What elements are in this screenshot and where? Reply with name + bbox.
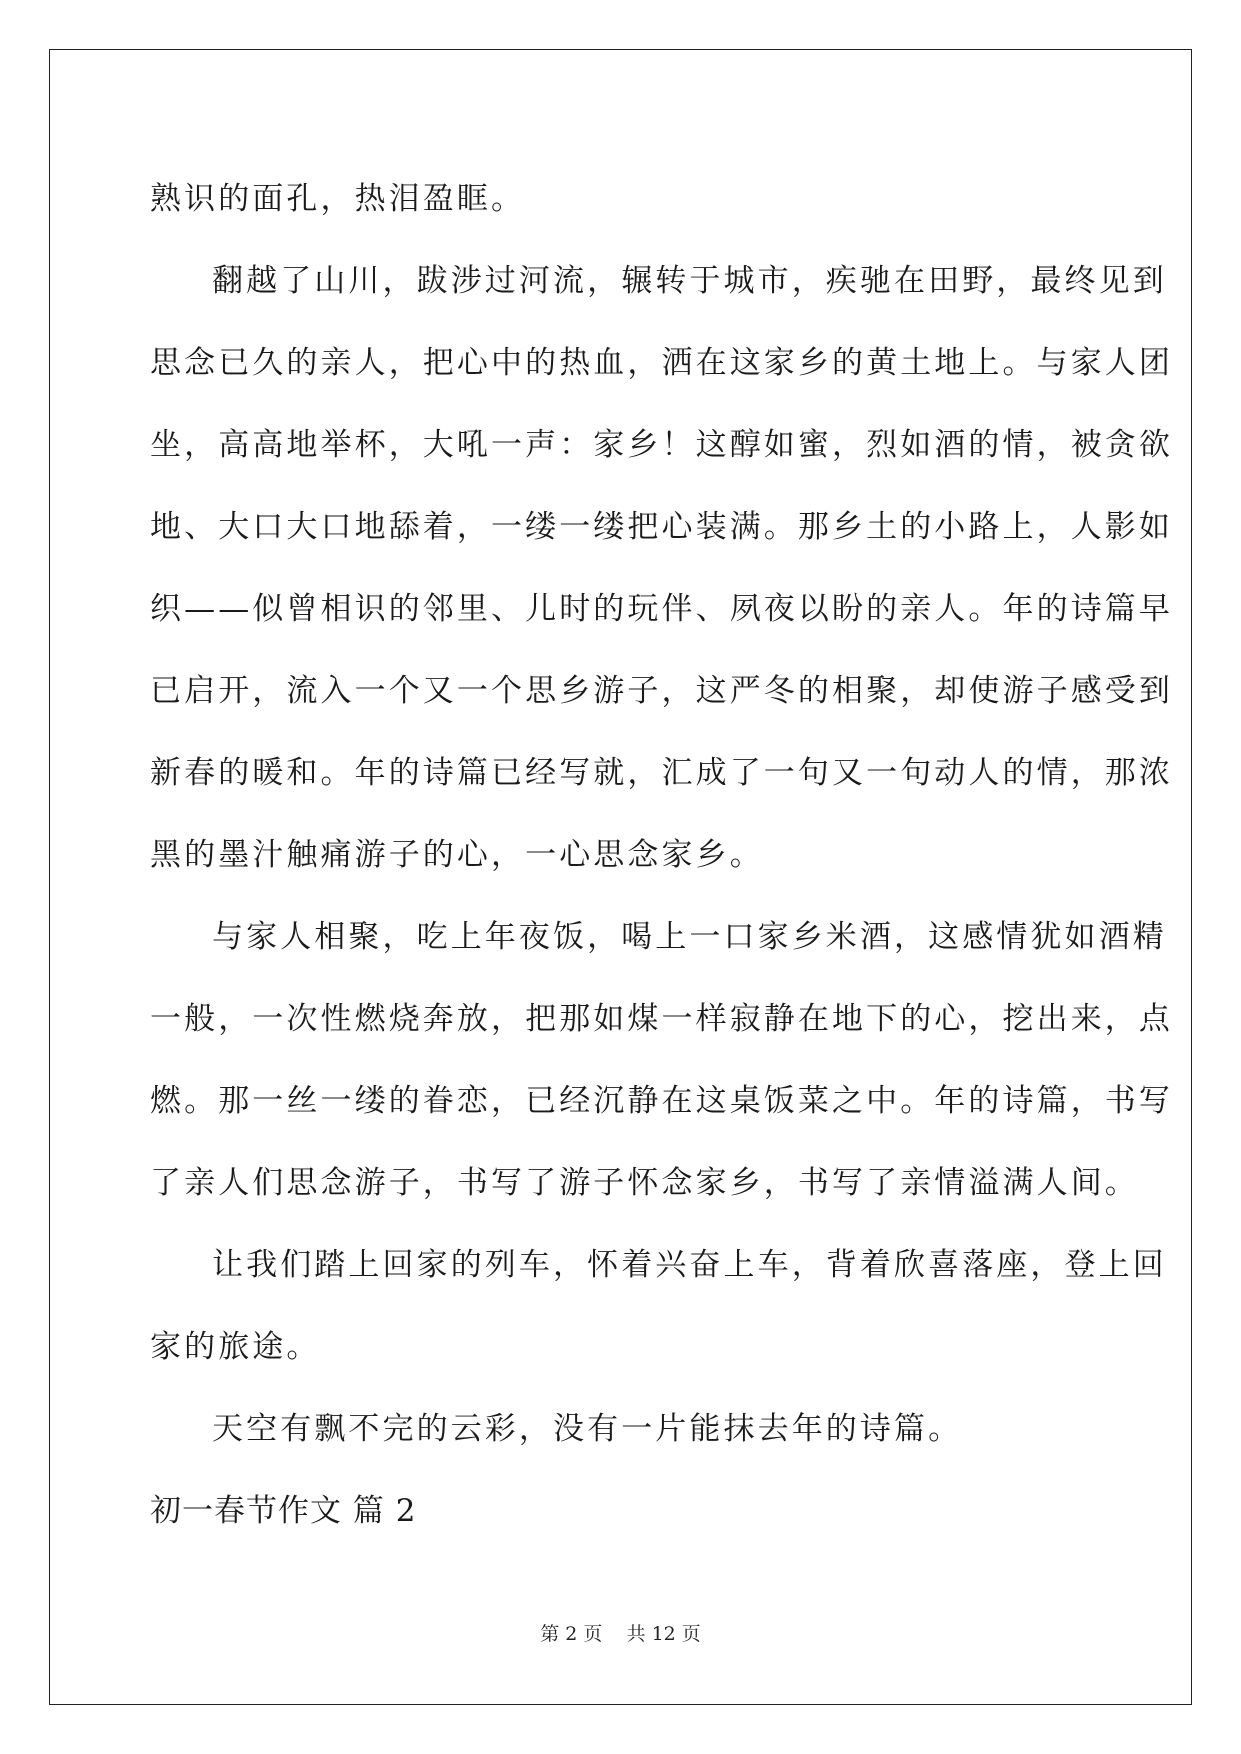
text-line: 地、大口大口地舔着，一缕一缕把心装满。那乡土的小路上，人影如 (150, 509, 1173, 545)
text-line: 了亲人们思念游子，书写了游子怀念家乡，书写了亲情溢满人间。 (150, 1165, 1139, 1201)
text-line: 让我们踏上回家的列车，怀着兴奋上车，背着欣喜落座，登上回 (212, 1247, 1167, 1283)
text-line: 已启开，流入一个又一个思乡游子，这严冬的相聚，却使游子感受到 (150, 673, 1173, 709)
page-number: 第 2 页 (540, 1623, 603, 1645)
document-body (150, 158, 1173, 1552)
text-line: 一般，一次性燃烧奔放，把那如煤一样寂静在地下的心，挖出来，点 (150, 1001, 1173, 1037)
text-line: 熟识的面孔，热泪盈眶。 (150, 181, 526, 217)
text-line: 燃。那一丝一缕的眷恋，已经沉静在这桌饭菜之中。年的诗篇，书写 (150, 1083, 1173, 1119)
text-line: 思念已久的亲人，把心中的热血，洒在这家乡的黄土地上。与家人团 (150, 345, 1173, 381)
section-heading: 初一春节作文 篇 2 (150, 1493, 417, 1529)
text-line: 家的旅途。 (150, 1329, 321, 1365)
page-footer (0, 1622, 1241, 1646)
text-line: 黑的墨汁触痛游子的心，一心思念家乡。 (150, 837, 764, 873)
text-line: 与家人相聚，吃上年夜饭，喝上一口家乡米酒，这感情犹如酒精 (212, 919, 1167, 955)
text-line: 新春的暖和。年的诗篇已经写就，汇成了一句又一句动人的情，那浓 (150, 755, 1173, 791)
footer-spacer (602, 1623, 626, 1645)
text-line: 坐，高高地举杯，大吼一声：家乡！这醇如蜜，烈如酒的情，被贪欲 (150, 427, 1173, 463)
text-line: 天空有飘不完的云彩，没有一片能抹去年的诗篇。 (212, 1411, 963, 1447)
text-line: 织——似曾相识的邻里、儿时的玩伴、夙夜以盼的亲人。年的诗篇早 (150, 591, 1173, 627)
text-line: 翻越了山川，跋涉过河流，辗转于城市，疾驰在田野，最终见到 (212, 263, 1167, 299)
page-total: 共 12 页 (626, 1623, 701, 1645)
